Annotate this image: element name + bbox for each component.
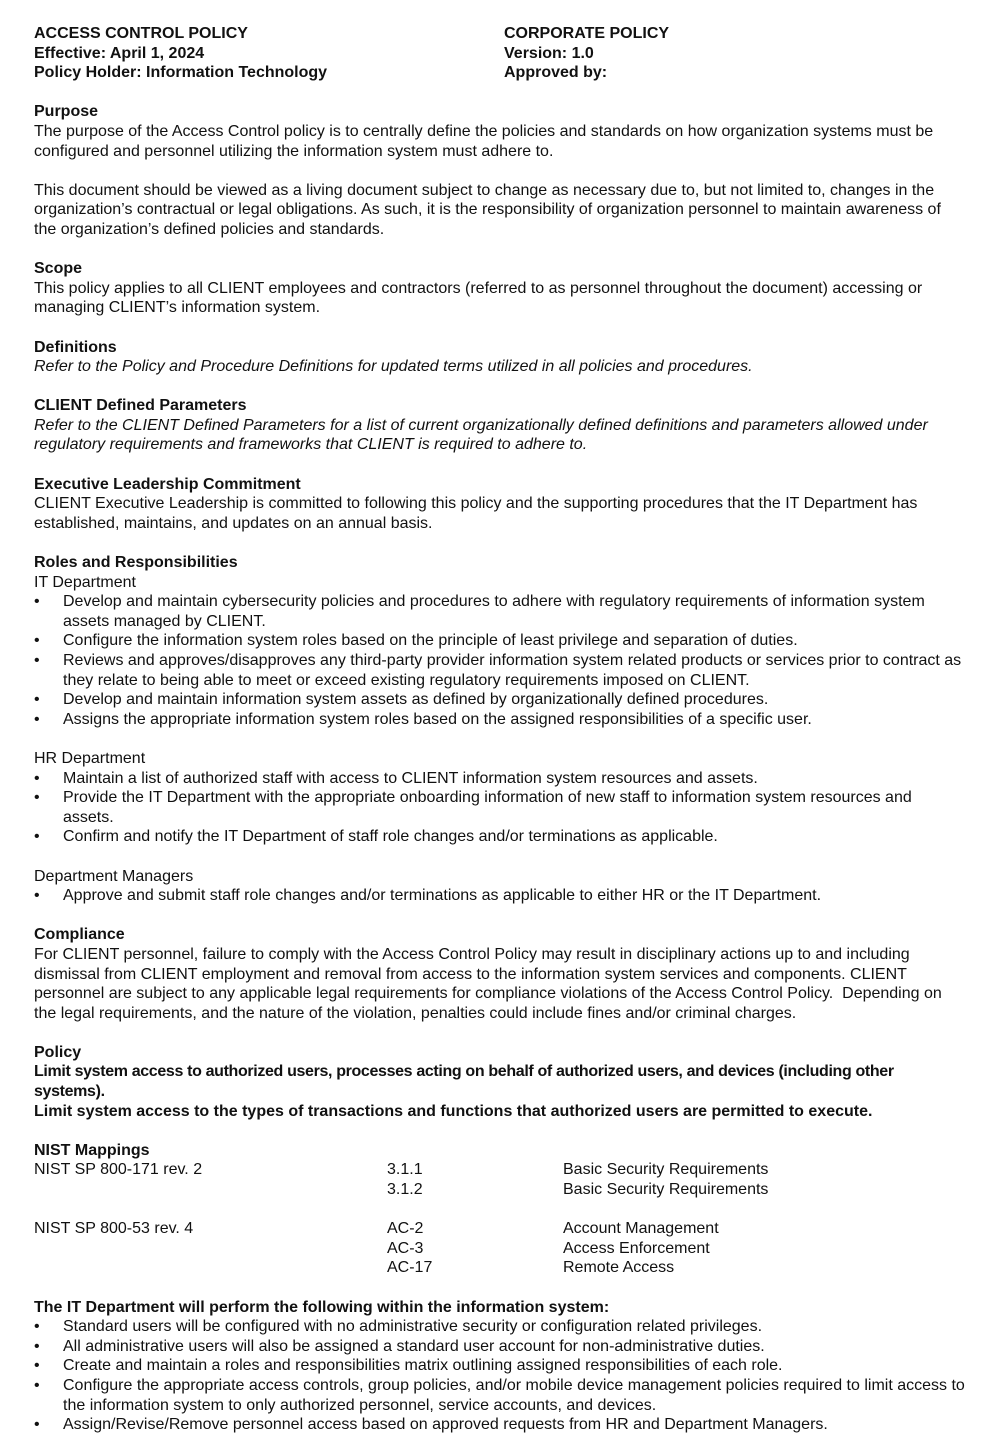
list-item-text: Reviews and approves/disapproves any third-party provider information system related products or services prior to contract as they relate to being able to meet or exceed existing regulatory requirements imposed on CLIENT. [63,652,962,689]
bullet-icon: • [34,887,40,905]
role-list [34,592,966,729]
role-group-title: Department Managers [34,867,194,885]
policy-version: Version: 1.0 [504,44,594,62]
nist-standard: NIST SP 800-171 rev. 2 [34,1161,203,1179]
nist-section [34,1141,966,1278]
role-group-title: HR Department [34,749,146,767]
list-item [34,1337,966,1357]
list-item-text: Provide the IT Department with the appropriate onboarding information of new staff to information system resources and assets. [63,789,912,826]
nist-mapping-group [34,1160,966,1199]
nist-control-id: 3.1.2 [387,1181,423,1199]
list-item [34,631,966,651]
policy-statement: Limit system access to authorized users, processes acting on behalf of authorized users, and devices (including other systems). [34,1063,894,1101]
list-item [34,827,966,847]
list-item-text: Develop and maintain cybersecurity policies and procedures to adhere with regulatory requirements of information system assets managed by CLIENT. [63,593,925,630]
list-item-text: Confirm and notify the IT Department of staff role changes and/or terminations as applicable. [63,828,718,846]
list-item-text: Maintain a list of authorized staff with access to CLIENT information system resources and assets. [63,769,758,787]
list-item [34,1415,966,1435]
leadership-heading: Executive Leadership Commitment [34,475,301,493]
empty-cell [34,1258,387,1278]
bullet-icon: • [34,1416,40,1434]
list-item [34,1376,966,1415]
list-item-text: Configure the information system roles based on the principle of least privilege and separation of duties. [63,632,798,650]
role-group-managers [34,867,966,906]
list-item [34,651,966,690]
leadership-text: CLIENT Executive Leadership is committed to following this policy and the supporting procedures that the IT Department has established, maintains, and updates on an annual basis. [34,495,918,532]
role-group-title: IT Department [34,573,136,591]
nist-control-name: Account Management [563,1220,719,1238]
nist-control-name: Remote Access [563,1259,675,1277]
effective-date: Effective: April 1, 2024 [34,44,205,62]
table-row [34,1160,966,1180]
bullet-icon: • [34,710,40,728]
roles-section [34,553,966,906]
nist-control-name: Basic Security Requirements [563,1161,769,1179]
list-item-text: Assigns the appropriate information system roles based on the assigned responsibilities of a specific user. [63,710,812,728]
bullet-icon: • [34,652,40,669]
it-perform-heading: The IT Department will perform the following within the information system: [34,1298,610,1316]
definitions-text: Refer to the Policy and Procedure Definitions for updated terms utilized in all policies and procedures. [34,358,753,376]
parameters-text: Refer to the CLIENT Defined Parameters for a list of current organizationally defined definitions and parameters allowed under regulatory requirements and frameworks that CLIENT is required to adhere to. [34,416,928,454]
policy-statement: Limit system access to the types of transactions and functions that authorized users are permitted to execute. [34,1102,873,1120]
nist-control-id: 3.1.1 [387,1161,423,1179]
policy-heading: Policy [34,1043,82,1061]
policy-type: CORPORATE POLICY [504,25,670,42]
table-row [34,1258,966,1278]
scope-text: This policy applies to all CLIENT employees and contractors (referred to as personnel throughout the document) accessing or managing CLIENT’s information system. [34,279,923,317]
purpose-paragraph: This document should be viewed as a living document subject to change as necessary due to, but not limited to, changes in the organization’s contractual or legal obligations. As such, it is the responsibility of organization personnel to maintain awareness of the organization’s defined policies and standards. [34,181,941,238]
approved-by: Approved by: [504,64,608,82]
role-list [34,886,966,906]
compliance-text: For CLIENT personnel, failure to comply with the Access Control Policy may result in disciplinary actions up to and including dismissal from CLIENT employment and removal from access to the information system services and components. CLIENT personnel are subject to any applicable legal requirements for compliance violations of the Access Control Policy. Depending on the legal requirements, and the nature of the violation, penalties could include fines and/or criminal charges. [34,945,947,1022]
it-perform-section [34,1298,966,1435]
nist-control-id: AC-17 [387,1259,433,1277]
scope-section [34,259,966,318]
list-item-text: Approve and submit staff role changes and/or terminations as applicable to either HR or the IT Department. [63,887,822,905]
spacer [34,1200,966,1220]
table-row [34,1219,966,1239]
bullet-icon: • [34,593,40,611]
scope-heading: Scope [34,260,83,278]
list-item [34,710,966,730]
empty-cell [34,1180,387,1200]
role-group-hr [34,749,966,847]
it-perform-list [34,1317,966,1435]
definitions-heading: Definitions [34,338,117,356]
nist-control-id: AC-3 [387,1239,424,1257]
list-item [34,769,966,789]
compliance-section [34,925,966,1023]
list-item [34,1356,966,1376]
bullet-icon: • [34,789,40,807]
list-item [34,690,966,710]
nist-control-name: Basic Security Requirements [563,1181,769,1199]
list-item-text: Develop and maintain information system assets as defined by organizationally defined procedures. [63,691,769,709]
bullet-icon: • [34,769,40,787]
role-group-it [34,573,966,730]
leadership-section [34,475,966,534]
parameters-heading: CLIENT Defined Parameters [34,397,247,415]
list-item [34,788,966,827]
table-row [34,1180,966,1200]
list-item [34,592,966,631]
list-item-text: All administrative users will also be assigned a standard user account for non-administrative duties. [63,1337,765,1355]
role-list [34,769,966,847]
empty-cell [34,1239,387,1259]
list-item-text: Create and maintain a roles and responsibilities matrix outlining assigned responsibilities of each role. [63,1357,783,1375]
nist-control-name: Access Enforcement [563,1239,710,1257]
policy-holder: Policy Holder: Information Technology [34,64,328,82]
list-item [34,1317,966,1337]
purpose-paragraph: The purpose of the Access Control policy is to centrally define the policies and standards on how organization systems must be configured and personnel utilizing the information system must adhere to. [34,122,934,160]
document-header [34,24,966,83]
header-left [34,24,504,83]
bullet-icon: • [34,691,40,709]
bullet-icon: • [34,1337,40,1355]
header-right [504,24,966,83]
bullet-icon: • [34,1318,40,1336]
bullet-icon: • [34,632,40,650]
nist-mapping-group [34,1219,966,1278]
compliance-heading: Compliance [34,926,125,944]
definitions-section [34,338,966,377]
list-item-text: Configure the appropriate access controls, group policies, and/or mobile device management policies required to limit access to the information system to only authorized personnel, service accounts, and devices. [63,1376,965,1414]
bullet-icon: • [34,828,40,846]
table-row [34,1239,966,1259]
bullet-icon: • [34,1376,40,1394]
bullet-icon: • [34,1357,40,1375]
list-item [34,886,966,906]
purpose-section [34,102,966,239]
list-item-text: Standard users will be configured with no administrative security or configuration related privileges. [63,1318,763,1336]
policy-title: ACCESS CONTROL POLICY [34,25,248,42]
nist-control-id: AC-2 [387,1220,424,1238]
nist-standard: NIST SP 800-53 rev. 4 [34,1220,194,1238]
policy-section [34,1043,966,1121]
list-item-text: Assign/Revise/Remove personnel access based on approved requests from HR and Department Managers. [63,1416,828,1434]
purpose-heading: Purpose [34,103,99,121]
parameters-section [34,396,966,455]
nist-heading: NIST Mappings [34,1141,150,1159]
roles-heading: Roles and Responsibilities [34,554,238,572]
